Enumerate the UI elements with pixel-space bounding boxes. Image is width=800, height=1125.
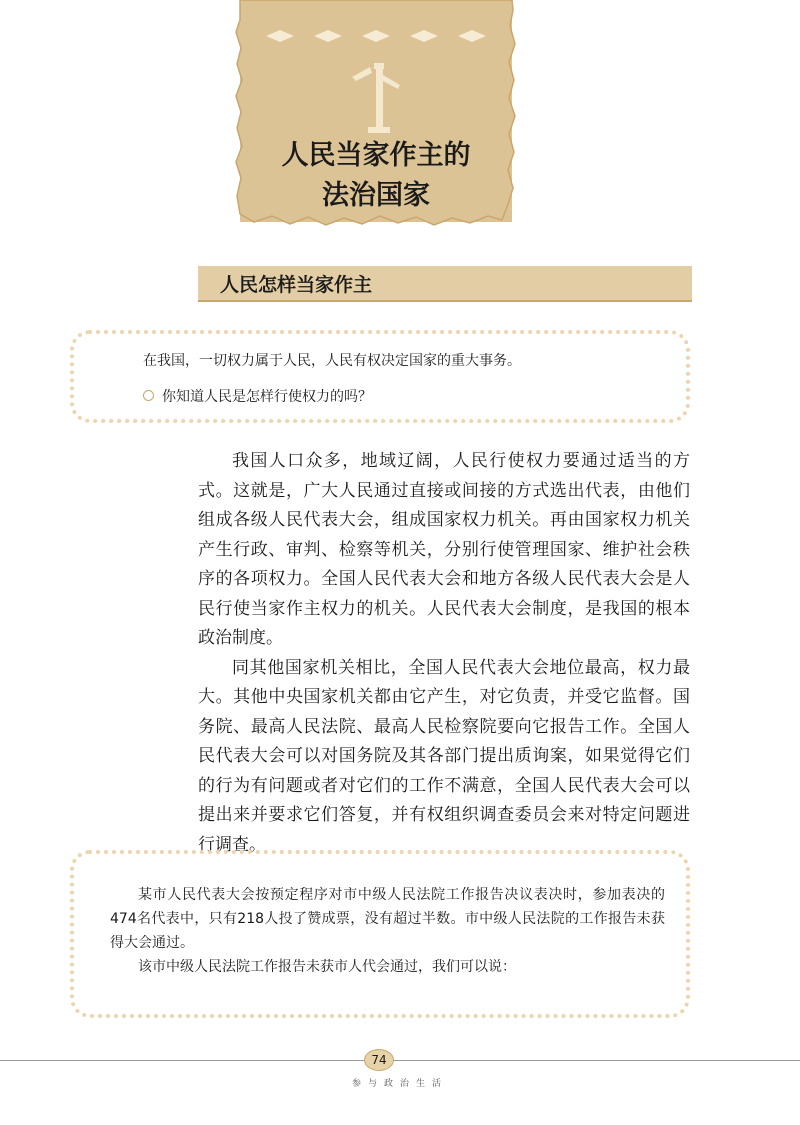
footer-book-title: 参与政治生活 <box>351 1079 448 1089</box>
question-circle-icon <box>143 390 154 401</box>
chapter-banner <box>240 0 512 222</box>
intro-question-line <box>143 386 372 406</box>
section-heading-band <box>198 266 692 302</box>
intro-dotted-box <box>70 330 690 423</box>
case-question: 该市中级人民法院工作报告未获市人代会通过，我们可以说： <box>138 959 516 975</box>
banner-diamond-row <box>266 30 486 42</box>
diamond-ornament <box>314 30 342 42</box>
chapter-title-line1: 人民当家作主的 <box>281 140 471 171</box>
case-text <box>110 883 665 979</box>
intro-statement: 在我国，一切权力属于人民，人民有权决定国家的重大事务。 <box>143 353 521 369</box>
page-number: 74 <box>364 1049 394 1071</box>
diamond-ornament <box>362 30 390 42</box>
footer-rule <box>0 1060 800 1061</box>
diamond-ornament <box>410 30 438 42</box>
body-text <box>198 447 690 860</box>
diamond-ornament <box>458 30 486 42</box>
chapter-title-line2: 法治国家 <box>322 180 430 211</box>
chapter-title <box>240 136 512 216</box>
body-paragraph: 我国人口众多，地域辽阔，人民行使权力要通过适当的方式。这就是，广大人民通过直接或间接的方式选出代表，由他们组成各级人民代表大会，组成国家权力机关。再由国家权力机关产生行政、审判、检察等机关，分别行使管理国家、维护社会秩序的各项权力。全国人民代表大会和地方各级人民代表大会是人民行使当家作主权力的机关。人民代表大会制度，是我国的根本政治制度。 <box>198 451 690 648</box>
diamond-ornament <box>266 30 294 42</box>
intro-question: 你知道人民是怎样行使权力的吗？ <box>162 389 372 405</box>
case-paragraph: 某市人民代表大会按预定程序对市中级人民法院工作报告决议表决时，参加表决的474名代表中，只有218人投了赞成票，没有超过半数。市中级人民法院的工作报告未获得大会通过。 <box>110 887 665 951</box>
section-heading: 人民怎样当家作主 <box>220 274 373 296</box>
huabiao-monument-icon <box>350 55 410 135</box>
body-paragraph: 同其他国家机关相比，全国人民代表大会地位最高，权力最大。其他中央国家机关都由它产生，对它负责，并受它监督。国务院、最高人民法院、最高人民检察院要向它报告工作。全国人民代表大会可以对国务院及其各部门提出质询案，如果觉得它们的行为有问题或者对它们的工作不满意，全国人民代表大会可以提出来并要求它们答复，并有权组织调查委员会来对特定问题进行调查。 <box>198 657 690 855</box>
